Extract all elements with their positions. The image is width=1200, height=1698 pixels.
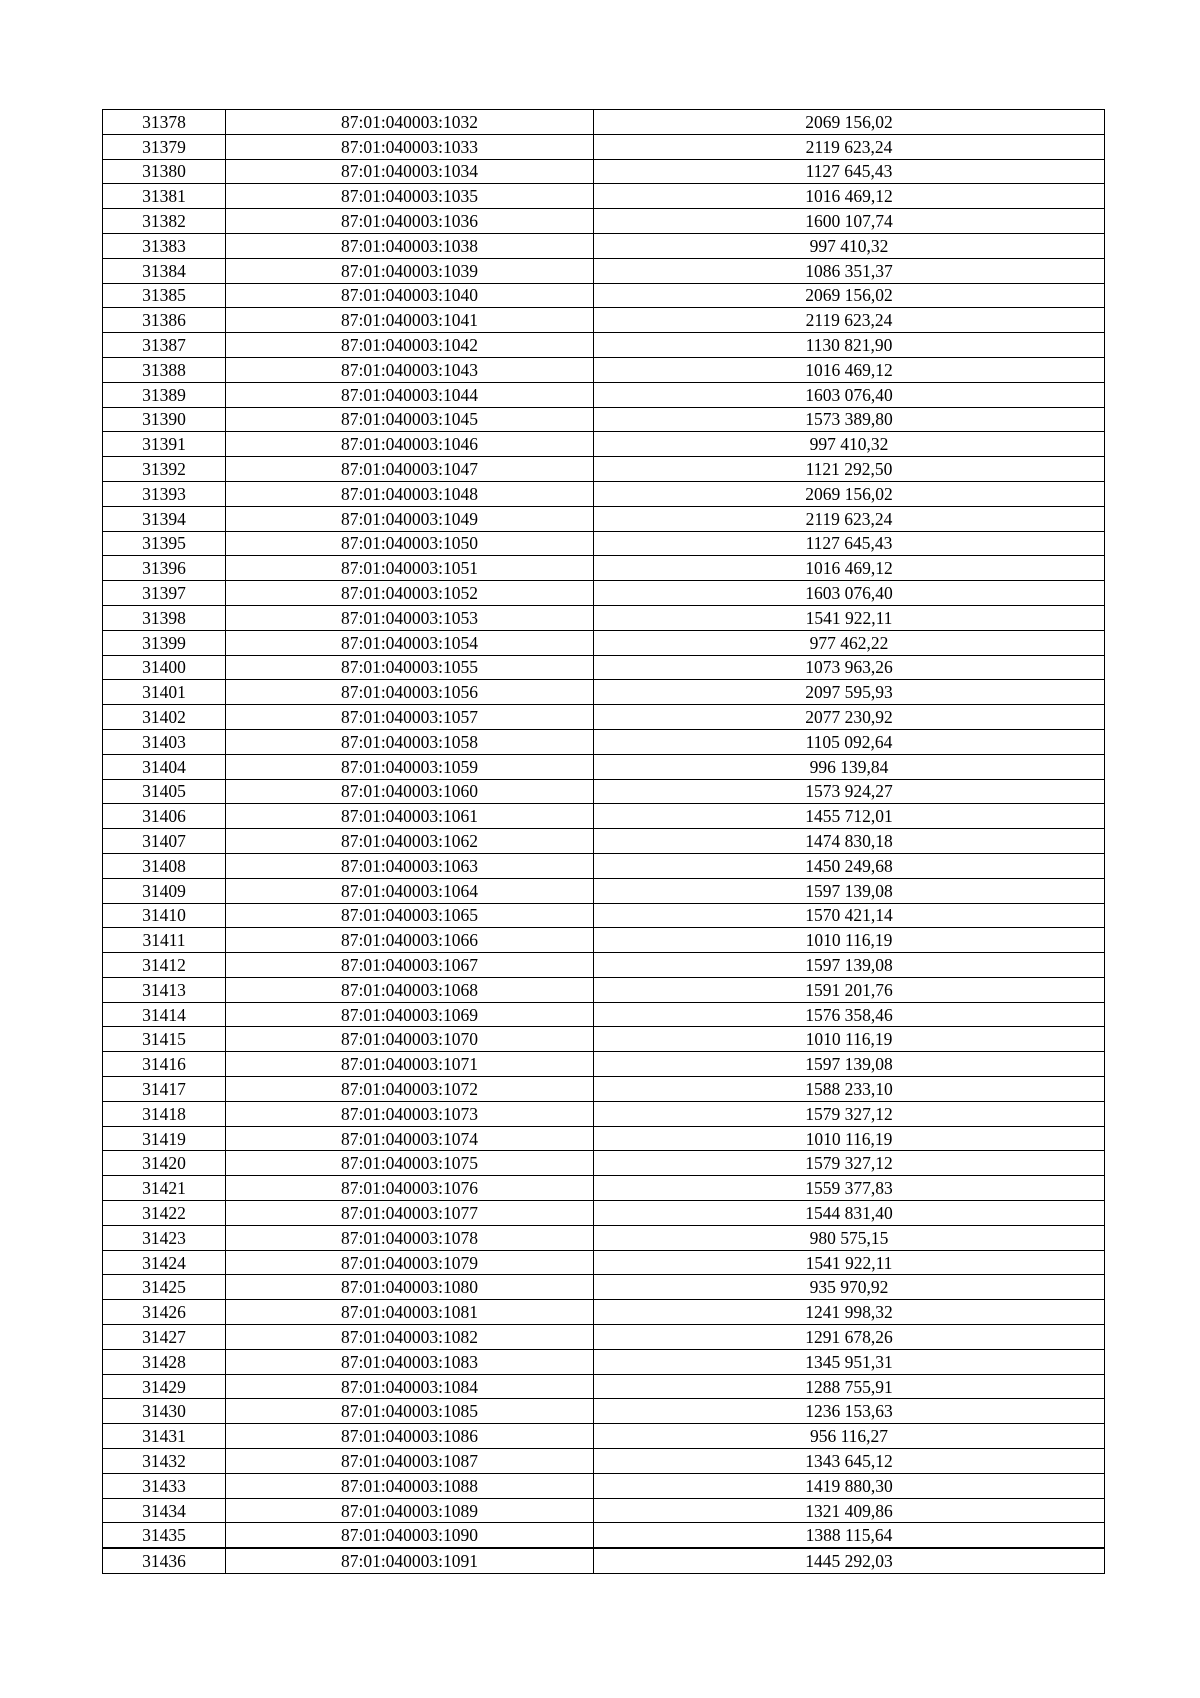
- cadastral-value-cell: 2077 230,92: [594, 705, 1105, 730]
- cadastral-number-cell: 87:01:040003:1068: [226, 977, 594, 1002]
- cadastral-number-cell: 87:01:040003:1048: [226, 481, 594, 506]
- row-number-cell: 31428: [103, 1349, 226, 1374]
- cadastral-number-cell: 87:01:040003:1041: [226, 308, 594, 333]
- row-number-cell: 31433: [103, 1473, 226, 1498]
- row-number-cell: 31429: [103, 1374, 226, 1399]
- row-number-cell: 31409: [103, 878, 226, 903]
- row-number-cell: 31419: [103, 1126, 226, 1151]
- cadastral-value-cell: 1541 922,11: [594, 605, 1105, 630]
- cadastral-number-cell: 87:01:040003:1054: [226, 630, 594, 655]
- row-number-cell: 31427: [103, 1325, 226, 1350]
- cadastral-number-cell: 87:01:040003:1065: [226, 903, 594, 928]
- row-number-cell: 31399: [103, 630, 226, 655]
- cadastral-number-cell: 87:01:040003:1061: [226, 804, 594, 829]
- row-number-cell: 31396: [103, 556, 226, 581]
- table-row: [103, 357, 1105, 382]
- cadastral-number-cell: 87:01:040003:1055: [226, 655, 594, 680]
- table-row: [103, 804, 1105, 829]
- table-row: [103, 1027, 1105, 1052]
- cadastral-value-cell: 1127 645,43: [594, 159, 1105, 184]
- cadastral-value-cell: 2097 595,93: [594, 680, 1105, 705]
- row-number-cell: 31381: [103, 184, 226, 209]
- cadastral-value-cell: 1010 116,19: [594, 1027, 1105, 1052]
- cadastral-value-cell: 1579 327,12: [594, 1151, 1105, 1176]
- row-number-cell: 31390: [103, 407, 226, 432]
- row-number-cell: 31416: [103, 1052, 226, 1077]
- table-row: [103, 1300, 1105, 1325]
- table-row: [103, 605, 1105, 630]
- cadastral-number-cell: 87:01:040003:1078: [226, 1225, 594, 1250]
- row-number-cell: 31384: [103, 258, 226, 283]
- cadastral-number-cell: 87:01:040003:1053: [226, 605, 594, 630]
- table-row: [103, 581, 1105, 606]
- cadastral-value-cell: 1343 645,12: [594, 1449, 1105, 1474]
- cadastral-value-cell: 1105 092,64: [594, 729, 1105, 754]
- table-row: [103, 754, 1105, 779]
- cadastral-value-cell: 1010 116,19: [594, 1126, 1105, 1151]
- cadastral-value-cell: 1603 076,40: [594, 581, 1105, 606]
- row-number-cell: 31410: [103, 903, 226, 928]
- table-row: [103, 829, 1105, 854]
- cadastral-value-cell: 956 116,27: [594, 1424, 1105, 1449]
- table-row: [103, 1523, 1105, 1548]
- row-number-cell: 31385: [103, 283, 226, 308]
- cadastral-value-cell: 996 139,84: [594, 754, 1105, 779]
- cadastral-value-cell: 1321 409,86: [594, 1498, 1105, 1523]
- table-row: [103, 184, 1105, 209]
- cadastral-value-cell: 1073 963,26: [594, 655, 1105, 680]
- cadastral-number-cell: 87:01:040003:1060: [226, 779, 594, 804]
- cadastral-value-cell: 1576 358,46: [594, 1002, 1105, 1027]
- cadastral-value-cell: 1597 139,08: [594, 878, 1105, 903]
- cadastral-number-cell: 87:01:040003:1051: [226, 556, 594, 581]
- cadastral-number-cell: 87:01:040003:1043: [226, 357, 594, 382]
- cadastral-number-cell: 87:01:040003:1081: [226, 1300, 594, 1325]
- table-row: [103, 1225, 1105, 1250]
- cadastral-value-cell: 1016 469,12: [594, 184, 1105, 209]
- cadastral-value-cell: 1450 249,68: [594, 853, 1105, 878]
- table-row: [103, 457, 1105, 482]
- table-row: [103, 1449, 1105, 1474]
- table-row: [103, 556, 1105, 581]
- cadastral-number-cell: 87:01:040003:1039: [226, 258, 594, 283]
- cadastral-number-cell: 87:01:040003:1047: [226, 457, 594, 482]
- cadastral-value-cell: 1597 139,08: [594, 953, 1105, 978]
- cadastral-value-cell: 1127 645,43: [594, 531, 1105, 556]
- table-row: [103, 977, 1105, 1002]
- cadastral-number-cell: 87:01:040003:1073: [226, 1101, 594, 1126]
- cadastral-value-cell: 1130 821,90: [594, 333, 1105, 358]
- row-number-cell: 31420: [103, 1151, 226, 1176]
- row-number-cell: 31425: [103, 1275, 226, 1300]
- row-number-cell: 31408: [103, 853, 226, 878]
- row-number-cell: 31417: [103, 1077, 226, 1102]
- table-row: [103, 655, 1105, 680]
- cadastral-number-cell: 87:01:040003:1090: [226, 1523, 594, 1548]
- table-row: [103, 853, 1105, 878]
- row-number-cell: 31430: [103, 1399, 226, 1424]
- cadastral-number-cell: 87:01:040003:1072: [226, 1077, 594, 1102]
- row-number-cell: 31412: [103, 953, 226, 978]
- cadastral-number-cell: 87:01:040003:1049: [226, 506, 594, 531]
- cadastral-value-cell: 1419 880,30: [594, 1473, 1105, 1498]
- cadastral-value-cell: 1600 107,74: [594, 209, 1105, 234]
- cadastral-number-cell: 87:01:040003:1084: [226, 1374, 594, 1399]
- cadastral-value-cell: 2119 623,24: [594, 134, 1105, 159]
- cadastral-value-cell: 1570 421,14: [594, 903, 1105, 928]
- cadastral-number-cell: 87:01:040003:1077: [226, 1201, 594, 1226]
- cadastral-value-cell: 977 462,22: [594, 630, 1105, 655]
- cadastral-number-cell: 87:01:040003:1045: [226, 407, 594, 432]
- table-row: [103, 1250, 1105, 1275]
- table-row: [103, 630, 1105, 655]
- row-number-cell: 31383: [103, 233, 226, 258]
- row-number-cell: 31403: [103, 729, 226, 754]
- row-number-cell: 31393: [103, 481, 226, 506]
- row-number-cell: 31422: [103, 1201, 226, 1226]
- cadastral-number-cell: 87:01:040003:1074: [226, 1126, 594, 1151]
- cadastral-value-cell: 1559 377,83: [594, 1176, 1105, 1201]
- row-number-cell: 31392: [103, 457, 226, 482]
- row-number-cell: 31400: [103, 655, 226, 680]
- table-row: [103, 233, 1105, 258]
- table-row: [103, 159, 1105, 184]
- table-row: [103, 481, 1105, 506]
- cadastral-number-cell: 87:01:040003:1067: [226, 953, 594, 978]
- table-row: [103, 705, 1105, 730]
- row-number-cell: 31405: [103, 779, 226, 804]
- cadastral-value-cell: 935 970,92: [594, 1275, 1105, 1300]
- table-row: [103, 506, 1105, 531]
- row-number-cell: 31386: [103, 308, 226, 333]
- row-number-cell: 31407: [103, 829, 226, 854]
- cadastral-number-cell: 87:01:040003:1079: [226, 1250, 594, 1275]
- table-row: [103, 1325, 1105, 1350]
- cadastral-value-cell: 997 410,32: [594, 432, 1105, 457]
- table-row: [103, 1052, 1105, 1077]
- table-row: [103, 432, 1105, 457]
- cadastral-number-cell: 87:01:040003:1056: [226, 680, 594, 705]
- table-row: [103, 407, 1105, 432]
- cadastral-value-cell: 1474 830,18: [594, 829, 1105, 854]
- table-row: [103, 1151, 1105, 1176]
- row-number-cell: 31402: [103, 705, 226, 730]
- cadastral-value-cell: 1541 922,11: [594, 1250, 1105, 1275]
- row-number-cell: 31378: [103, 110, 226, 135]
- row-number-cell: 31432: [103, 1449, 226, 1474]
- cadastral-value-cell: 1544 831,40: [594, 1201, 1105, 1226]
- cadastral-number-cell: 87:01:040003:1062: [226, 829, 594, 854]
- cadastral-value-cell: 1288 755,91: [594, 1374, 1105, 1399]
- table-row: [103, 1473, 1105, 1498]
- row-number-cell: 31389: [103, 382, 226, 407]
- row-number-cell: 31404: [103, 754, 226, 779]
- cadastral-number-cell: 87:01:040003:1034: [226, 159, 594, 184]
- cadastral-value-cell: 1236 153,63: [594, 1399, 1105, 1424]
- cadastral-value-cell: 1445 292,03: [594, 1548, 1105, 1573]
- cadastral-number-cell: 87:01:040003:1035: [226, 184, 594, 209]
- cadastral-number-cell: 87:01:040003:1069: [226, 1002, 594, 1027]
- cadastral-number-cell: 87:01:040003:1033: [226, 134, 594, 159]
- cadastral-value-cell: 1573 389,80: [594, 407, 1105, 432]
- row-number-cell: 31380: [103, 159, 226, 184]
- table-row: [103, 1374, 1105, 1399]
- row-number-cell: 31435: [103, 1523, 226, 1548]
- row-number-cell: 31391: [103, 432, 226, 457]
- table-row: [103, 382, 1105, 407]
- cadastral-number-cell: 87:01:040003:1085: [226, 1399, 594, 1424]
- cadastral-value-cell: 1388 115,64: [594, 1523, 1105, 1548]
- row-number-cell: 31387: [103, 333, 226, 358]
- row-number-cell: 31397: [103, 581, 226, 606]
- table-row: [103, 1101, 1105, 1126]
- table-row: [103, 928, 1105, 953]
- cadastral-value-cell: 980 575,15: [594, 1225, 1105, 1250]
- row-number-cell: 31414: [103, 1002, 226, 1027]
- cadastral-number-cell: 87:01:040003:1063: [226, 853, 594, 878]
- cadastral-value-cell: 1345 951,31: [594, 1349, 1105, 1374]
- cadastral-value-cell: 1121 292,50: [594, 457, 1105, 482]
- table-row: [103, 779, 1105, 804]
- cadastral-value-cell: 1016 469,12: [594, 556, 1105, 581]
- cadastral-value-cell: 1573 924,27: [594, 779, 1105, 804]
- row-number-cell: 31394: [103, 506, 226, 531]
- row-number-cell: 31413: [103, 977, 226, 1002]
- cadastral-number-cell: 87:01:040003:1042: [226, 333, 594, 358]
- cadastral-number-cell: 87:01:040003:1064: [226, 878, 594, 903]
- cadastral-value-cell: 1010 116,19: [594, 928, 1105, 953]
- table-row: [103, 1275, 1105, 1300]
- table-row: [103, 680, 1105, 705]
- table-row: [103, 953, 1105, 978]
- cadastral-value-cell: 997 410,32: [594, 233, 1105, 258]
- table-row: [103, 308, 1105, 333]
- cadastral-value-cell: 1597 139,08: [594, 1052, 1105, 1077]
- table-row: [103, 1176, 1105, 1201]
- cadastral-number-cell: 87:01:040003:1036: [226, 209, 594, 234]
- table-row: [103, 209, 1105, 234]
- cadastral-number-cell: 87:01:040003:1059: [226, 754, 594, 779]
- row-number-cell: 31415: [103, 1027, 226, 1052]
- row-number-cell: 31395: [103, 531, 226, 556]
- cadastral-number-cell: 87:01:040003:1087: [226, 1449, 594, 1474]
- table-row: [103, 1548, 1105, 1573]
- cadastral-number-cell: 87:01:040003:1070: [226, 1027, 594, 1052]
- table-row: [103, 1399, 1105, 1424]
- cadastral-value-cell: 2069 156,02: [594, 481, 1105, 506]
- cadastral-value-cell: 2069 156,02: [594, 283, 1105, 308]
- row-number-cell: 31434: [103, 1498, 226, 1523]
- cadastral-number-cell: 87:01:040003:1086: [226, 1424, 594, 1449]
- cadastral-number-cell: 87:01:040003:1075: [226, 1151, 594, 1176]
- cadastral-number-cell: 87:01:040003:1083: [226, 1349, 594, 1374]
- row-number-cell: 31398: [103, 605, 226, 630]
- table-row: [103, 1424, 1105, 1449]
- cadastral-number-cell: 87:01:040003:1071: [226, 1052, 594, 1077]
- cadastral-number-cell: 87:01:040003:1032: [226, 110, 594, 135]
- cadastral-number-cell: 87:01:040003:1046: [226, 432, 594, 457]
- row-number-cell: 31431: [103, 1424, 226, 1449]
- row-number-cell: 31424: [103, 1250, 226, 1275]
- cadastral-value-cell: 2119 623,24: [594, 308, 1105, 333]
- table-row: [103, 258, 1105, 283]
- cadastral-number-cell: 87:01:040003:1066: [226, 928, 594, 953]
- cadastral-value-cell: 1588 233,10: [594, 1077, 1105, 1102]
- cadastral-value-cell: 1455 712,01: [594, 804, 1105, 829]
- cadastral-number-cell: 87:01:040003:1040: [226, 283, 594, 308]
- row-number-cell: 31406: [103, 804, 226, 829]
- table-row: [103, 1349, 1105, 1374]
- table-row: [103, 1201, 1105, 1226]
- cadastral-number-cell: 87:01:040003:1076: [226, 1176, 594, 1201]
- cadastral-value-cell: 2069 156,02: [594, 110, 1105, 135]
- table-row: [103, 134, 1105, 159]
- cadastral-value-cell: 2119 623,24: [594, 506, 1105, 531]
- table-body: [103, 110, 1105, 1574]
- cadastral-value-cell: 1591 201,76: [594, 977, 1105, 1002]
- cadastral-value-cell: 1291 678,26: [594, 1325, 1105, 1350]
- row-number-cell: 31411: [103, 928, 226, 953]
- table-row: [103, 903, 1105, 928]
- row-number-cell: 31421: [103, 1176, 226, 1201]
- cadastral-number-cell: 87:01:040003:1082: [226, 1325, 594, 1350]
- cadastral-value-table: [102, 109, 1105, 1574]
- table-row: [103, 729, 1105, 754]
- row-number-cell: 31379: [103, 134, 226, 159]
- cadastral-number-cell: 87:01:040003:1091: [226, 1548, 594, 1573]
- cadastral-value-cell: 1086 351,37: [594, 258, 1105, 283]
- table-row: [103, 878, 1105, 903]
- row-number-cell: 31426: [103, 1300, 226, 1325]
- cadastral-number-cell: 87:01:040003:1089: [226, 1498, 594, 1523]
- row-number-cell: 31401: [103, 680, 226, 705]
- cadastral-number-cell: 87:01:040003:1088: [226, 1473, 594, 1498]
- cadastral-number-cell: 87:01:040003:1057: [226, 705, 594, 730]
- table-row: [103, 1126, 1105, 1151]
- table-row: [103, 283, 1105, 308]
- table-row: [103, 110, 1105, 135]
- cadastral-value-cell: 1016 469,12: [594, 357, 1105, 382]
- row-number-cell: 31423: [103, 1225, 226, 1250]
- cadastral-number-cell: 87:01:040003:1050: [226, 531, 594, 556]
- table-row: [103, 1077, 1105, 1102]
- cadastral-value-cell: 1603 076,40: [594, 382, 1105, 407]
- cadastral-number-cell: 87:01:040003:1058: [226, 729, 594, 754]
- cadastral-number-cell: 87:01:040003:1038: [226, 233, 594, 258]
- table-row: [103, 531, 1105, 556]
- cadastral-number-cell: 87:01:040003:1052: [226, 581, 594, 606]
- cadastral-number-cell: 87:01:040003:1044: [226, 382, 594, 407]
- cadastral-value-cell: 1241 998,32: [594, 1300, 1105, 1325]
- row-number-cell: 31388: [103, 357, 226, 382]
- cadastral-value-cell: 1579 327,12: [594, 1101, 1105, 1126]
- row-number-cell: 31436: [103, 1548, 226, 1573]
- table-row: [103, 333, 1105, 358]
- cadastral-number-cell: 87:01:040003:1080: [226, 1275, 594, 1300]
- table-row: [103, 1002, 1105, 1027]
- row-number-cell: 31418: [103, 1101, 226, 1126]
- row-number-cell: 31382: [103, 209, 226, 234]
- table-row: [103, 1498, 1105, 1523]
